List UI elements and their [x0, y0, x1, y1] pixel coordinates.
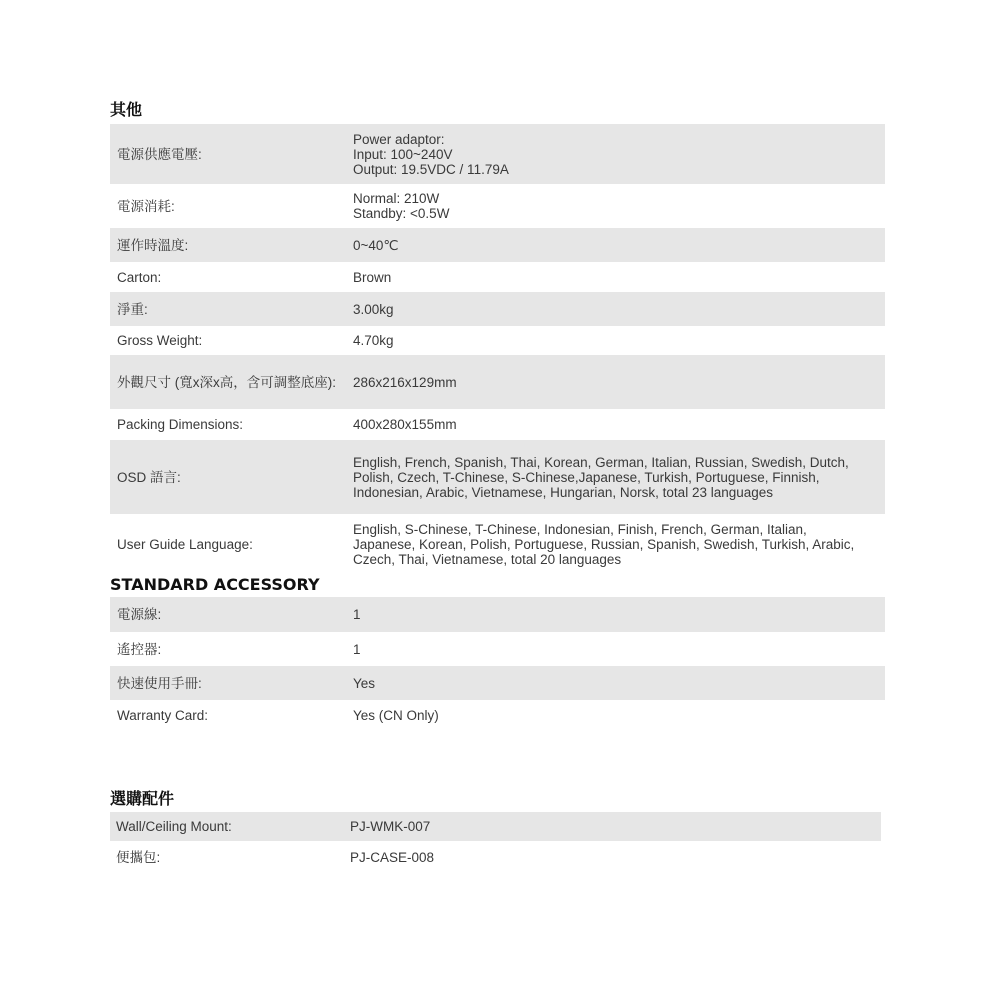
spec-value: English, French, Spanish, Thai, Korean, German, Italian, Russian, Swedish, Dutch, Polish, Czech, T-Chinese, S-Chinese,Japanese, Turkish, Portuguese, Finnish, Indonesian, Arabic, Vietnamese, Hungarian, Norsk, total 23 languages — [353, 454, 849, 500]
spec-value: 3.00kg — [353, 301, 394, 317]
spec-label: Packing Dimensions: — [117, 417, 244, 432]
spec-label: 運作時溫度: — [117, 237, 189, 253]
section-title-optional-accessory: 選購配件 — [110, 789, 175, 808]
spec-row-dimensions — [110, 355, 885, 409]
spec-label: 便攜包: — [116, 850, 161, 865]
spec-row-operating-temperature — [110, 228, 885, 262]
spec-value: 4.70kg — [353, 333, 394, 348]
spec-row-gross-weight — [110, 326, 885, 355]
spec-label: Carton: — [117, 269, 162, 285]
spec-label: 外觀尺寸 (寬x深x高，含可調整底座): — [117, 374, 336, 390]
spec-table-other — [110, 124, 885, 574]
spec-label: 淨重: — [117, 301, 148, 317]
spec-label: 電源消耗: — [117, 198, 175, 214]
spec-row-user-guide-language — [110, 514, 885, 574]
spec-row-remote-control — [110, 632, 885, 666]
spec-value: English, S-Chinese, T-Chinese, Indonesian, Finish, French, German, Italian, Japanese, Korean, Polish, Portuguese, Russian, Spanish, Swedish, Turkish, Arabic, Czech, Thai, Vietnamese, total 20 languages — [353, 521, 855, 567]
spec-value: Brown — [353, 269, 392, 285]
spec-value: PJ-WMK-007 — [350, 819, 431, 834]
spec-value: 1 — [353, 641, 361, 657]
spec-label: 電源線: — [117, 607, 162, 622]
spec-table-standard-accessory — [110, 597, 885, 730]
spec-label: Wall/Ceiling Mount: — [116, 819, 232, 834]
spec-row-power-consumption — [110, 184, 885, 228]
spec-value: Yes (CN Only) — [353, 707, 439, 723]
spec-row-power-supply — [110, 124, 885, 184]
spec-label: 快速使用手冊: — [117, 675, 202, 691]
spec-value: 1 — [353, 607, 361, 622]
spec-table-optional-accessory — [110, 812, 881, 874]
spec-row-osd-language — [110, 440, 885, 514]
spec-value: 400x280x155mm — [353, 417, 457, 432]
spec-row-packing-dimensions — [110, 409, 885, 440]
spec-row-net-weight — [110, 292, 885, 326]
spec-value: Yes — [353, 675, 376, 691]
spec-row-wall-ceiling-mount — [110, 812, 881, 841]
section-title-standard-accessory: STANDARD ACCESSORY — [110, 575, 320, 594]
spec-row-warranty-card — [110, 700, 885, 730]
spec-value: PJ-CASE-008 — [350, 850, 435, 865]
spec-label: User Guide Language: — [117, 536, 253, 552]
spec-row-quick-guide — [110, 666, 885, 700]
section-title-other: 其他 — [110, 100, 143, 119]
spec-value: 0~40℃ — [353, 237, 399, 253]
spec-row-power-cord — [110, 597, 885, 632]
spec-label: 遙控器: — [117, 641, 162, 657]
spec-label: Gross Weight: — [117, 333, 203, 348]
spec-value: 286x216x129mm — [353, 374, 457, 390]
spec-value: Power adaptor: Input: 100~240V Output: 19.5VDC / 11.79A — [353, 131, 509, 177]
spec-value: Normal: 210W Standby: <0.5W — [353, 191, 450, 221]
spec-row-carry-case — [110, 841, 881, 874]
spec-label: OSD 語言: — [117, 469, 181, 485]
spec-row-carton — [110, 262, 885, 292]
spec-label: 電源供應電壓: — [117, 146, 202, 162]
spec-label: Warranty Card: — [117, 707, 209, 723]
